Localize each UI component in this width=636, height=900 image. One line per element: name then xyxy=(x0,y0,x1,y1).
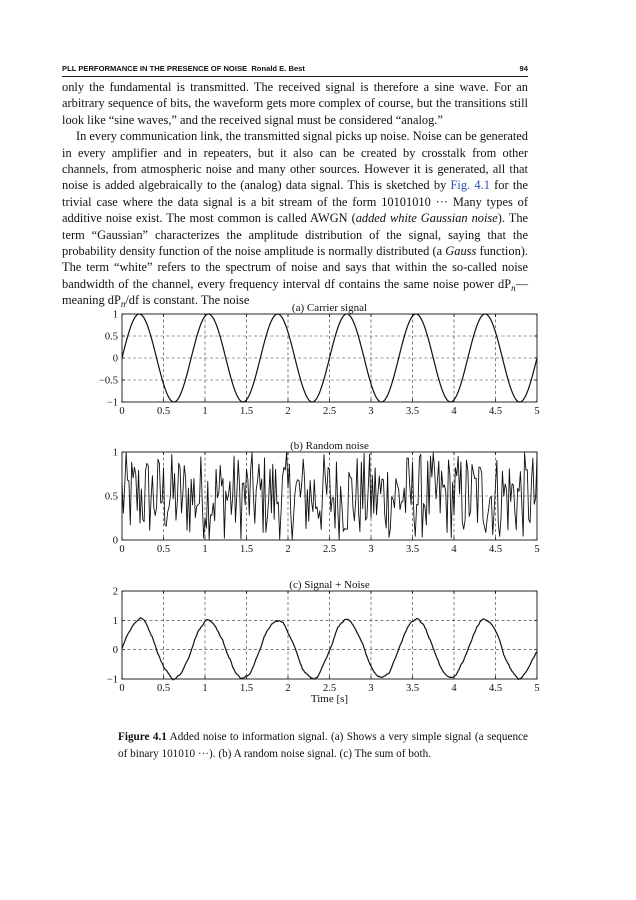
y-tick-label: 0.5 xyxy=(104,331,118,343)
x-tick-label: 3 xyxy=(368,683,374,694)
y-tick-label: −1 xyxy=(106,674,118,686)
running-header xyxy=(62,64,528,73)
header-author: Ronald E. Best xyxy=(251,64,305,73)
x-tick-label: 3.5 xyxy=(405,406,420,417)
header-title: PLL PERFORMANCE IN THE PRESENCE OF NOISE xyxy=(62,64,248,73)
x-tick-label: 2 xyxy=(285,544,291,555)
x-tick-label: 5 xyxy=(534,406,540,417)
x-tick-label: 4.5 xyxy=(488,683,503,694)
x-tick-label: 0 xyxy=(119,406,125,417)
x-axis-label: Time [s] xyxy=(310,693,349,705)
panel-c xyxy=(107,579,540,694)
figure-link[interactable]: Fig. 4.1 xyxy=(450,178,490,193)
awgn-term: added white Gaussian noise xyxy=(355,211,498,226)
x-tick-label: 2 xyxy=(285,683,291,694)
y-tick-label: −1 xyxy=(106,397,118,409)
gauss-term: Gauss xyxy=(445,244,477,259)
paragraph-1: only the fundamental is transmitted. The received signal is therefore a sine wave. For an arbitrary sequence of bits, the waveform gets more complex of course, but the transitions still look like “sine waves,” and the received signal must be considered “analog.” xyxy=(62,80,528,127)
x-tick-label: 3.5 xyxy=(405,544,420,555)
page-number: 94 xyxy=(519,64,528,73)
y-tick-label: 1 xyxy=(112,447,118,459)
paragraph-2 xyxy=(62,128,528,308)
x-tick-label: 5 xyxy=(534,683,540,694)
y-tick-label: −0.5 xyxy=(98,375,118,387)
x-tick-label: 0 xyxy=(119,683,125,694)
panel-a xyxy=(99,302,540,417)
x-tick-label: 4.5 xyxy=(488,406,503,417)
x-tick-label: 1 xyxy=(202,406,208,417)
x-tick-label: 4.5 xyxy=(488,544,503,555)
p2-text-c: ). The term “Gaussian” characterizes the amplitude distribution of the signal, saying that the probability density function of the noise amplitude is normally distributed (a xyxy=(62,211,529,259)
p2-text-a: In every communication link, the transmitted signal picks up noise. Noise can be generated in every amplifier and in repeaters, but it also can be created by crosstalk from other channels, from atmospheric noise and many other sources. However it is generated, all that noise is added algebraically to the (analog) data signal. This is sketched by xyxy=(62,129,528,193)
panel-a-title: (a) Carrier signal xyxy=(291,302,368,314)
subscript-n-1: n xyxy=(511,282,516,293)
x-tick-label: 3.5 xyxy=(405,683,420,694)
caption-label: Figure 4.1 xyxy=(118,731,167,743)
figure-4-1 xyxy=(0,298,636,728)
x-tick-label: 2.5 xyxy=(322,544,337,555)
y-tick-label: 1 xyxy=(112,309,118,321)
figure-caption xyxy=(118,729,528,762)
x-tick-label: 2 xyxy=(285,406,291,417)
x-tick-label: 3 xyxy=(368,544,374,555)
x-tick-label: 2.5 xyxy=(322,683,337,694)
y-tick-label: 0 xyxy=(112,535,118,547)
x-tick-label: 1.5 xyxy=(239,406,254,417)
panel-c-title: (c) Signal + Noise xyxy=(289,579,370,591)
x-tick-label: 1.5 xyxy=(239,683,254,694)
x-tick-label: 4 xyxy=(451,406,457,417)
x-tick-label: 4 xyxy=(451,683,457,694)
y-tick-label: 0 xyxy=(112,353,118,365)
p2-text-e: —meaning dP xyxy=(62,276,528,308)
x-tick-label: 2.5 xyxy=(322,406,337,417)
x-tick-label: 0 xyxy=(119,544,125,555)
x-tick-label: 4 xyxy=(451,544,457,555)
y-tick-label: 2 xyxy=(112,586,118,598)
p2-text-f: /df is constant. The noise xyxy=(125,293,250,308)
p2-text-d: function). The term “white” refers to the spectrum of noise and says that within the so-called noise bandwidth of the channel, every frequency interval df contains the same noise power dP xyxy=(62,244,528,291)
caption-text: Added noise to information signal. (a) Shows a very simple signal (a sequence of binary 101010 ···). (b) A random noise signal. (c) The sum of both. xyxy=(118,731,528,760)
body-text xyxy=(62,79,528,309)
y-tick-label: 0 xyxy=(112,645,118,657)
x-tick-label: 1 xyxy=(202,544,208,555)
x-tick-label: 0.5 xyxy=(156,683,171,694)
x-tick-label: 3 xyxy=(368,406,374,417)
y-tick-label: 0.5 xyxy=(104,491,118,503)
x-tick-label: 0.5 xyxy=(156,544,171,555)
x-tick-label: 5 xyxy=(534,544,540,555)
x-tick-label: 1 xyxy=(202,683,208,694)
panel-b xyxy=(105,440,540,555)
p2-text-b: for the trivial case where the data signal is a bit stream of the form 10101010 ··· Many types of additive noise exist. The most common is called AWGN ( xyxy=(62,178,529,226)
header-rule xyxy=(62,76,528,77)
y-tick-label: 1 xyxy=(112,615,118,627)
subscript-n-2: n xyxy=(120,299,126,310)
x-tick-label: 0.5 xyxy=(156,406,171,417)
x-tick-label: 1.5 xyxy=(239,544,254,555)
panel-b-title: (b) Random noise xyxy=(290,440,369,452)
